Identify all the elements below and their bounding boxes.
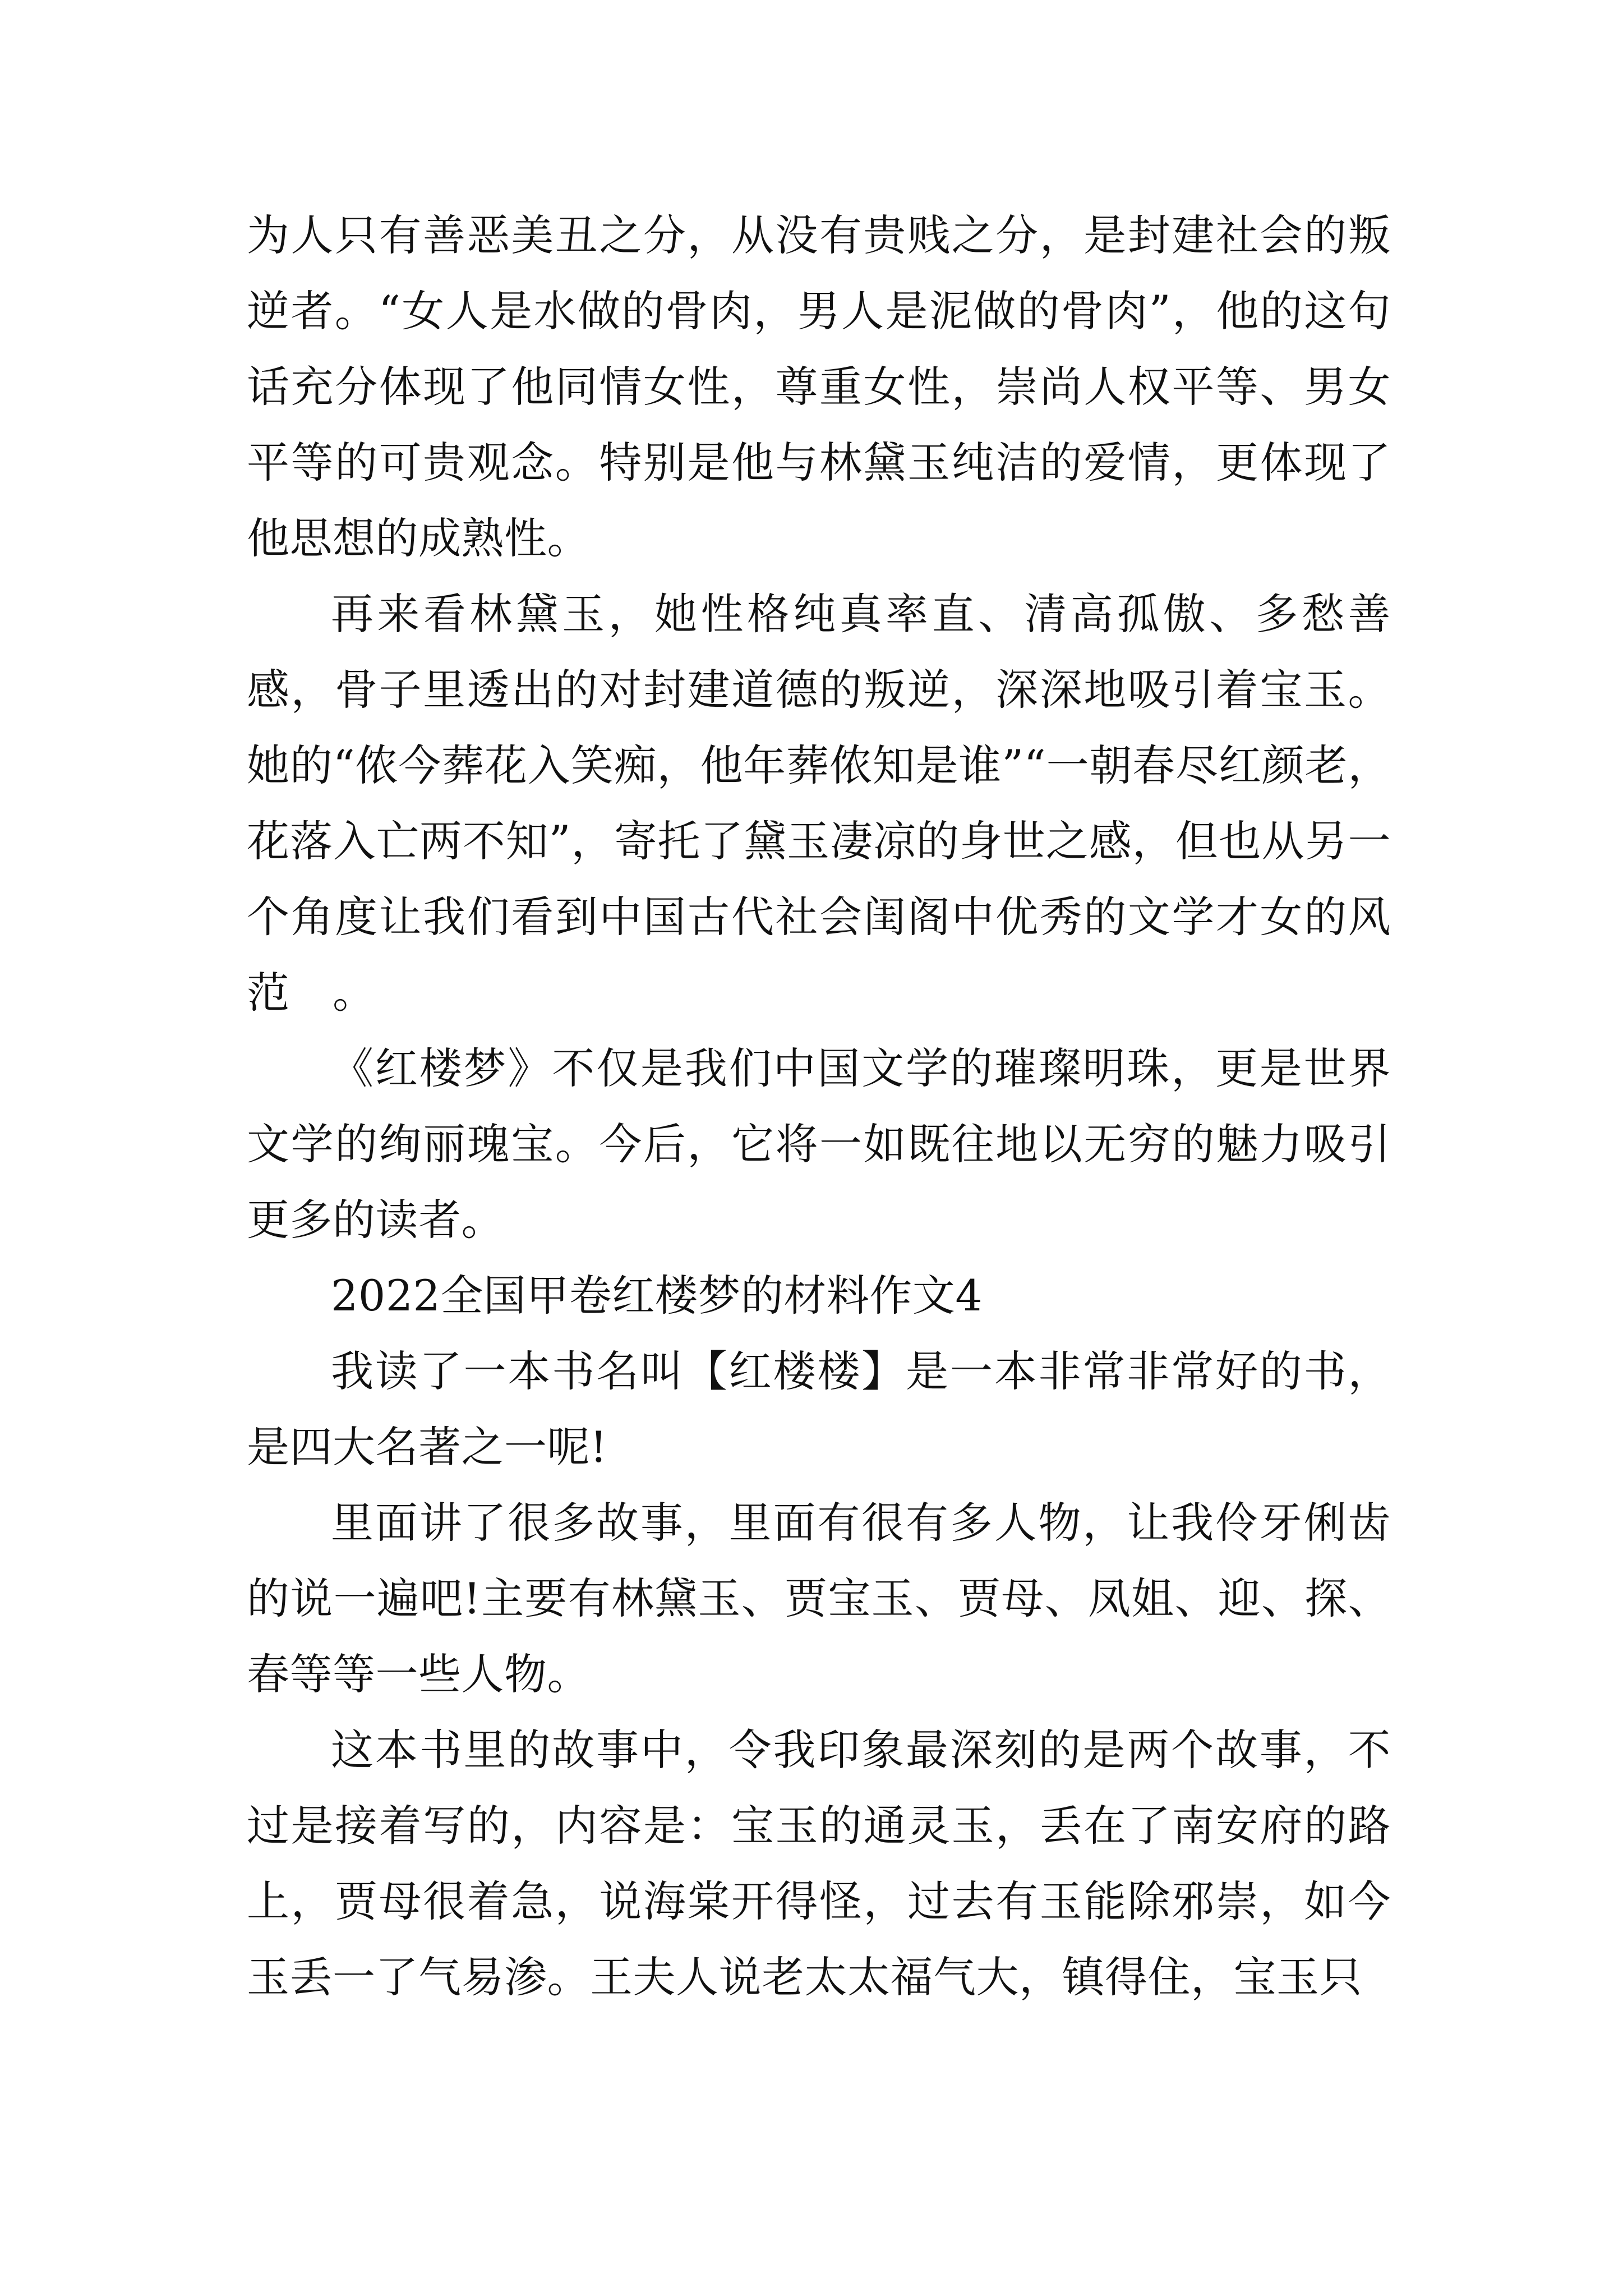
paragraph: 《红楼梦》不仅是我们中国文学的璀璨明珠，更是世界文学的绚丽瑰宝。今后，它将一如既往地以无穷的魅力吸引更多的读者。 xyxy=(247,1043,1391,1245)
paragraph: 里面讲了很多故事，里面有很有多人物，让我伶牙俐齿的说一遍吧!主要有林黛玉、贾宝玉、贾母、凤姐、迎、探、春等等一些人物。 xyxy=(247,1498,1391,1699)
paragraph: 我读了一本书名叫【红楼楼】是一本非常非常好的书，是四大名著之一呢! xyxy=(247,1346,1391,1472)
paragraph: 这本书里的故事中，令我印象最深刻的是两个故事，不过是接着写的，内容是：宝玉的通灵玉，丢在了南安府的路上，贾母很着急，说海棠开得怪，过去有玉能除邪崇，如今玉丢一了气易渗。王夫人说老太太福气大，镇得住，宝玉只 xyxy=(247,1725,1391,2002)
section-heading: 2022全国甲卷红楼梦的材料作文4 xyxy=(331,1271,983,1320)
document-body xyxy=(247,197,1391,2015)
paragraph: 为人只有善恶美丑之分，从没有贵贱之分，是封建社会的叛逆者。“女人是水做的骨肉，男人是泥做的骨肉”，他的这句话充分体现了他同情女性，尊重女性，崇尚人权平等、男女平等的可贵观念。特别是他与林黛玉纯洁的爱情，更体现了他思想的成熟性。 xyxy=(247,210,1391,563)
paragraph: 再来看林黛玉，她性格纯真率直、清高孤傲、多愁善感，骨子里透出的对封建道德的叛逆，深深地吸引着宝玉。她的“侬今葬花入笑痴，他年葬侬知是谁”“一朝春尽红颜老，花落入亡两不知”，寄托了黛玉凄凉的身世之感，但也从另一个角度让我们看到中国古代社会闺阁中优秀的文学才女的风范 。 xyxy=(247,589,1391,1018)
